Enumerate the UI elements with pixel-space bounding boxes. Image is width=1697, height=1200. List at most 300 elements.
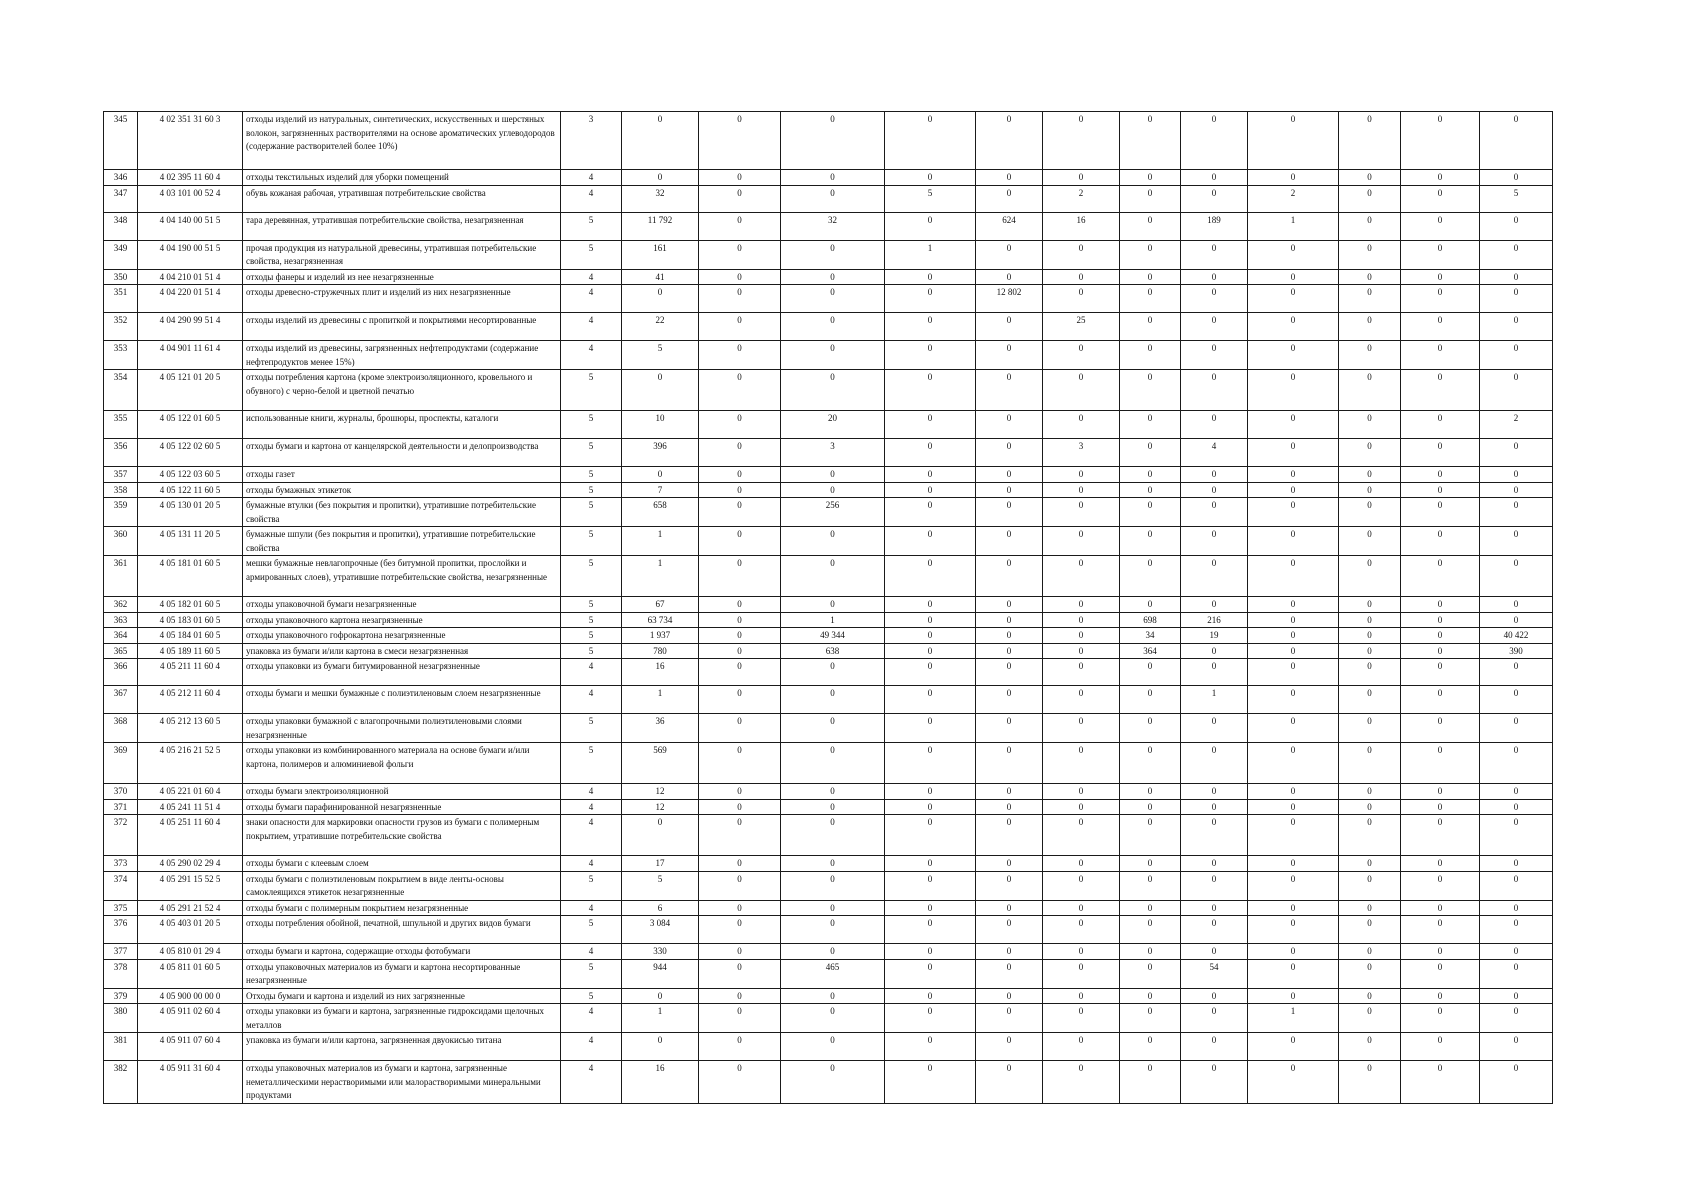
row-number: 378 [104,959,138,988]
value-cell: 0 [1248,988,1339,1004]
value-cell: 0 [1120,240,1181,269]
value-cell: 32 [781,212,885,240]
value-cell: 40 422 [1480,628,1553,644]
value-cell: 0 [1043,959,1120,988]
waste-description: отходы изделий из древесины, загрязненных нефтепродуктами (содержание нефтепродуктов менее 15%) [243,341,561,370]
value-cell: 0 [976,370,1043,411]
value-cell: 0 [1480,784,1553,800]
table-row [104,556,1553,597]
value-cell: 0 [699,988,781,1004]
value-cell: 0 [1043,285,1120,313]
value-cell: 0 [1248,498,1339,527]
value-cell: 0 [1043,743,1120,784]
value-cell: 0 [1043,686,1120,714]
value-cell: 0 [1248,240,1339,269]
value-cell: 189 [1181,212,1248,240]
value-cell: 0 [1401,659,1480,686]
row-number: 366 [104,659,138,686]
value-cell: 0 [885,1004,976,1033]
value-cell: 0 [1339,240,1401,269]
value-cell: 0 [781,944,885,960]
value-cell: 0 [1480,240,1553,269]
value-cell: 0 [699,370,781,411]
row-number: 353 [104,341,138,370]
value-cell: 63 734 [622,612,699,628]
value-cell: 0 [1181,285,1248,313]
waste-description: обувь кожаная рабочая, утратившая потребительские свойства [243,185,561,212]
table-row [104,871,1553,900]
value-cell: 0 [699,597,781,613]
waste-code: 4 05 403 01 20 5 [138,916,243,944]
value-cell: 0 [1480,856,1553,872]
value-cell: 0 [1181,871,1248,900]
value-cell: 0 [1480,212,1553,240]
value-cell: 0 [699,285,781,313]
value-cell: 0 [1120,482,1181,498]
value-cell: 0 [1401,900,1480,916]
value-cell: 1 [622,1004,699,1033]
value-cell: 0 [699,240,781,269]
value-cell: 0 [976,743,1043,784]
value-cell: 0 [885,556,976,597]
waste-code: 4 04 901 11 61 4 [138,341,243,370]
value-cell: 0 [1339,170,1401,186]
value-cell: 0 [976,498,1043,527]
value-cell: 0 [1181,527,1248,556]
value-cell: 54 [1181,959,1248,988]
value-cell: 0 [699,212,781,240]
hazard-class: 4 [561,944,622,960]
value-cell: 0 [1181,240,1248,269]
value-cell: 624 [976,212,1043,240]
value-cell: 0 [1339,285,1401,313]
value-cell: 0 [1480,916,1553,944]
value-cell: 0 [1480,1033,1553,1061]
value-cell: 0 [1043,643,1120,659]
value-cell: 0 [699,612,781,628]
value-cell: 0 [1181,784,1248,800]
value-cell: 0 [1248,856,1339,872]
value-cell: 0 [1043,1033,1120,1061]
value-cell: 0 [1339,313,1401,341]
value-cell: 0 [1248,170,1339,186]
hazard-class: 5 [561,643,622,659]
value-cell: 0 [699,784,781,800]
value-cell: 0 [1043,527,1120,556]
value-cell: 0 [781,900,885,916]
value-cell: 0 [1248,411,1339,439]
value-cell: 0 [1480,714,1553,743]
value-cell: 0 [1401,112,1480,170]
value-cell: 0 [1248,916,1339,944]
value-cell: 0 [1248,743,1339,784]
row-number: 348 [104,212,138,240]
hazard-class: 5 [561,916,622,944]
row-number: 369 [104,743,138,784]
value-cell: 0 [1181,411,1248,439]
value-cell: 0 [781,815,885,856]
value-cell: 0 [1339,482,1401,498]
table-row [104,1033,1553,1061]
value-cell: 0 [622,1033,699,1061]
value-cell: 0 [1120,815,1181,856]
value-cell: 1 [1248,212,1339,240]
waste-description: отходы древесно-стружечных плит и изделий из них незагрязненные [243,285,561,313]
value-cell: 0 [1401,341,1480,370]
value-cell: 0 [1401,799,1480,815]
value-cell: 0 [1120,1004,1181,1033]
value-cell: 0 [1401,916,1480,944]
table-row [104,856,1553,872]
value-cell: 0 [1043,944,1120,960]
waste-description: отходы бумажных этикеток [243,482,561,498]
hazard-class: 4 [561,799,622,815]
table-row [104,815,1553,856]
hazard-class: 4 [561,1061,622,1104]
row-number: 358 [104,482,138,498]
value-cell: 0 [976,467,1043,483]
value-cell: 0 [1480,944,1553,960]
value-cell: 12 [622,784,699,800]
value-cell: 0 [885,341,976,370]
table-row [104,900,1553,916]
value-cell: 49 344 [781,628,885,644]
value-cell: 0 [1248,714,1339,743]
table-row [104,944,1553,960]
value-cell: 67 [622,597,699,613]
row-number: 365 [104,643,138,659]
value-cell: 0 [1181,799,1248,815]
row-number: 359 [104,498,138,527]
value-cell: 0 [1120,313,1181,341]
value-cell: 0 [1401,944,1480,960]
table-row [104,799,1553,815]
table-row [104,784,1553,800]
value-cell: 0 [699,959,781,988]
waste-code: 4 05 122 01 60 5 [138,411,243,439]
value-cell: 0 [1248,269,1339,285]
value-cell: 0 [1043,112,1120,170]
value-cell: 0 [976,556,1043,597]
waste-description: отходы упаковки из бумаги битумированной незагрязненные [243,659,561,686]
waste-code: 4 05 131 11 20 5 [138,527,243,556]
value-cell: 0 [781,784,885,800]
value-cell: 0 [781,916,885,944]
table-body [104,112,1553,1104]
value-cell: 0 [622,170,699,186]
value-cell: 0 [1248,556,1339,597]
hazard-class: 4 [561,856,622,872]
waste-description: бумажные втулки (без покрытия и пропитки), утратившие потребительские свойства [243,498,561,527]
row-number: 364 [104,628,138,644]
value-cell: 0 [1120,659,1181,686]
value-cell: 7 [622,482,699,498]
table-row [104,643,1553,659]
value-cell: 0 [781,1033,885,1061]
value-cell: 0 [699,628,781,644]
waste-description: тара деревянная, утратившая потребительские свойства, незагрязненная [243,212,561,240]
value-cell: 0 [781,686,885,714]
value-cell: 0 [622,112,699,170]
value-cell: 5 [622,871,699,900]
row-number: 382 [104,1061,138,1104]
value-cell: 0 [699,482,781,498]
value-cell: 0 [1339,1061,1401,1104]
value-cell: 32 [622,185,699,212]
table-row [104,370,1553,411]
value-cell: 0 [885,988,976,1004]
value-cell: 0 [699,1033,781,1061]
value-cell: 0 [1120,743,1181,784]
hazard-class: 5 [561,556,622,597]
value-cell: 0 [1181,556,1248,597]
value-cell: 0 [1181,185,1248,212]
value-cell: 1 [622,527,699,556]
value-cell: 0 [1120,1033,1181,1061]
value-cell: 1 [622,686,699,714]
waste-code: 4 05 130 01 20 5 [138,498,243,527]
table-row [104,916,1553,944]
value-cell: 0 [1120,871,1181,900]
value-cell: 0 [885,170,976,186]
value-cell: 0 [781,1004,885,1033]
value-cell: 0 [885,628,976,644]
value-cell: 0 [1339,341,1401,370]
hazard-class: 4 [561,170,622,186]
value-cell: 216 [1181,612,1248,628]
waste-description: использованные книги, журналы, брошюры, проспекты, каталоги [243,411,561,439]
row-number: 357 [104,467,138,483]
value-cell: 0 [1248,313,1339,341]
value-cell: 4 [1181,439,1248,467]
value-cell: 0 [885,799,976,815]
value-cell: 0 [1248,871,1339,900]
waste-code: 4 02 351 31 60 3 [138,112,243,170]
table-row [104,959,1553,988]
hazard-class: 4 [561,659,622,686]
value-cell: 0 [1120,341,1181,370]
value-cell: 0 [699,170,781,186]
table-row [104,341,1553,370]
value-cell: 0 [1248,1033,1339,1061]
value-cell: 0 [781,659,885,686]
value-cell: 0 [1401,784,1480,800]
value-cell: 0 [1248,439,1339,467]
value-cell: 0 [1339,370,1401,411]
value-cell: 0 [1120,944,1181,960]
value-cell: 0 [1339,959,1401,988]
value-cell: 0 [885,269,976,285]
value-cell: 0 [622,815,699,856]
value-cell: 0 [1120,916,1181,944]
value-cell: 0 [1401,498,1480,527]
value-cell: 0 [885,714,976,743]
value-cell: 0 [1120,988,1181,1004]
value-cell: 0 [1401,285,1480,313]
value-cell: 0 [885,313,976,341]
value-cell: 780 [622,643,699,659]
table-row [104,527,1553,556]
table-row [104,411,1553,439]
value-cell: 0 [1339,900,1401,916]
row-number: 381 [104,1033,138,1061]
value-cell: 0 [781,856,885,872]
value-cell: 0 [1248,686,1339,714]
table-row [104,612,1553,628]
value-cell: 0 [1401,743,1480,784]
value-cell: 0 [1401,643,1480,659]
waste-description: прочая продукция из натуральной древесины, утратившая потребительские свойства, незагрязненная [243,240,561,269]
waste-code: 4 05 291 15 52 5 [138,871,243,900]
value-cell: 2 [1248,185,1339,212]
value-cell: 1 937 [622,628,699,644]
value-cell: 0 [885,612,976,628]
value-cell: 0 [1248,527,1339,556]
value-cell: 0 [1248,612,1339,628]
value-cell: 0 [1339,212,1401,240]
value-cell: 0 [885,856,976,872]
value-cell: 0 [1401,856,1480,872]
value-cell: 2 [1043,185,1120,212]
value-cell: 0 [1181,498,1248,527]
value-cell: 0 [1401,185,1480,212]
value-cell: 0 [1339,944,1401,960]
value-cell: 0 [699,269,781,285]
value-cell: 0 [699,411,781,439]
value-cell: 0 [976,1004,1043,1033]
value-cell: 0 [885,643,976,659]
value-cell: 0 [699,185,781,212]
value-cell: 0 [1248,900,1339,916]
value-cell: 0 [1401,871,1480,900]
value-cell: 0 [781,467,885,483]
value-cell: 0 [1181,916,1248,944]
value-cell: 0 [885,482,976,498]
value-cell: 0 [1401,170,1480,186]
hazard-class: 5 [561,527,622,556]
value-cell: 34 [1120,628,1181,644]
value-cell: 6 [622,900,699,916]
value-cell: 0 [781,714,885,743]
value-cell: 0 [1401,959,1480,988]
waste-description: отходы бумаги и картона от канцелярской деятельности и делопроизводства [243,439,561,467]
value-cell: 0 [1181,944,1248,960]
value-cell: 19 [1181,628,1248,644]
waste-code: 4 05 121 01 20 5 [138,370,243,411]
value-cell: 0 [699,900,781,916]
hazard-class: 5 [561,959,622,988]
value-cell: 0 [1339,743,1401,784]
row-number: 375 [104,900,138,916]
value-cell: 0 [885,815,976,856]
value-cell: 0 [699,743,781,784]
value-cell: 25 [1043,313,1120,341]
table-row [104,498,1553,527]
value-cell: 20 [781,411,885,439]
value-cell: 0 [885,498,976,527]
value-cell: 0 [1480,341,1553,370]
value-cell: 0 [622,467,699,483]
waste-code: 4 05 212 11 60 4 [138,686,243,714]
value-cell: 0 [1043,240,1120,269]
hazard-class: 4 [561,285,622,313]
table-row [104,212,1553,240]
value-cell: 0 [1181,643,1248,659]
value-cell: 0 [1480,659,1553,686]
value-cell: 0 [1480,467,1553,483]
value-cell: 0 [1339,815,1401,856]
value-cell: 0 [885,900,976,916]
value-cell: 0 [1043,411,1120,439]
table-row [104,240,1553,269]
value-cell: 0 [1401,988,1480,1004]
waste-description: отходы бумаги и картона, содержащие отходы фотобумаги [243,944,561,960]
value-cell: 0 [1043,714,1120,743]
value-cell: 0 [885,597,976,613]
value-cell: 0 [1043,612,1120,628]
waste-description: знаки опасности для маркировки опасности грузов из бумаги с полимерным покрытием, утратившие потребительские свойства [243,815,561,856]
row-number: 352 [104,313,138,341]
value-cell: 0 [781,185,885,212]
waste-code: 4 05 221 01 60 4 [138,784,243,800]
value-cell: 0 [885,784,976,800]
value-cell: 0 [885,1033,976,1061]
value-cell: 0 [1401,815,1480,856]
value-cell: 0 [1181,597,1248,613]
value-cell: 0 [1480,597,1553,613]
table-row [104,467,1553,483]
value-cell: 0 [1120,411,1181,439]
value-cell: 41 [622,269,699,285]
value-cell: 0 [781,1061,885,1104]
value-cell: 1 [622,556,699,597]
value-cell: 0 [1480,112,1553,170]
value-cell: 0 [885,212,976,240]
value-cell: 0 [1480,482,1553,498]
value-cell: 0 [1339,1033,1401,1061]
value-cell: 0 [1120,498,1181,527]
value-cell: 0 [1181,313,1248,341]
value-cell: 0 [1480,612,1553,628]
value-cell: 0 [1248,597,1339,613]
value-cell: 0 [1339,556,1401,597]
value-cell: 0 [976,659,1043,686]
value-cell: 0 [976,799,1043,815]
waste-code: 4 05 211 11 60 4 [138,659,243,686]
value-cell: 0 [976,628,1043,644]
waste-code: 4 05 184 01 60 5 [138,628,243,644]
value-cell: 0 [885,285,976,313]
value-cell: 0 [885,112,976,170]
value-cell: 0 [1480,900,1553,916]
table-row [104,988,1553,1004]
waste-code: 4 05 911 02 60 4 [138,1004,243,1033]
hazard-class: 4 [561,1004,622,1033]
value-cell: 0 [1043,482,1120,498]
value-cell: 0 [1043,815,1120,856]
waste-description: отходы бумаги парафинированной незагрязненные [243,799,561,815]
value-cell: 5 [1480,185,1553,212]
waste-code: 4 05 216 21 52 5 [138,743,243,784]
waste-code: 4 05 810 01 29 4 [138,944,243,960]
value-cell: 658 [622,498,699,527]
value-cell: 0 [1043,799,1120,815]
value-cell: 0 [976,916,1043,944]
waste-description: отходы упаковочных материалов из бумаги и картона несортированные незагрязненные [243,959,561,988]
hazard-class: 4 [561,815,622,856]
value-cell: 0 [1181,714,1248,743]
value-cell: 0 [976,341,1043,370]
